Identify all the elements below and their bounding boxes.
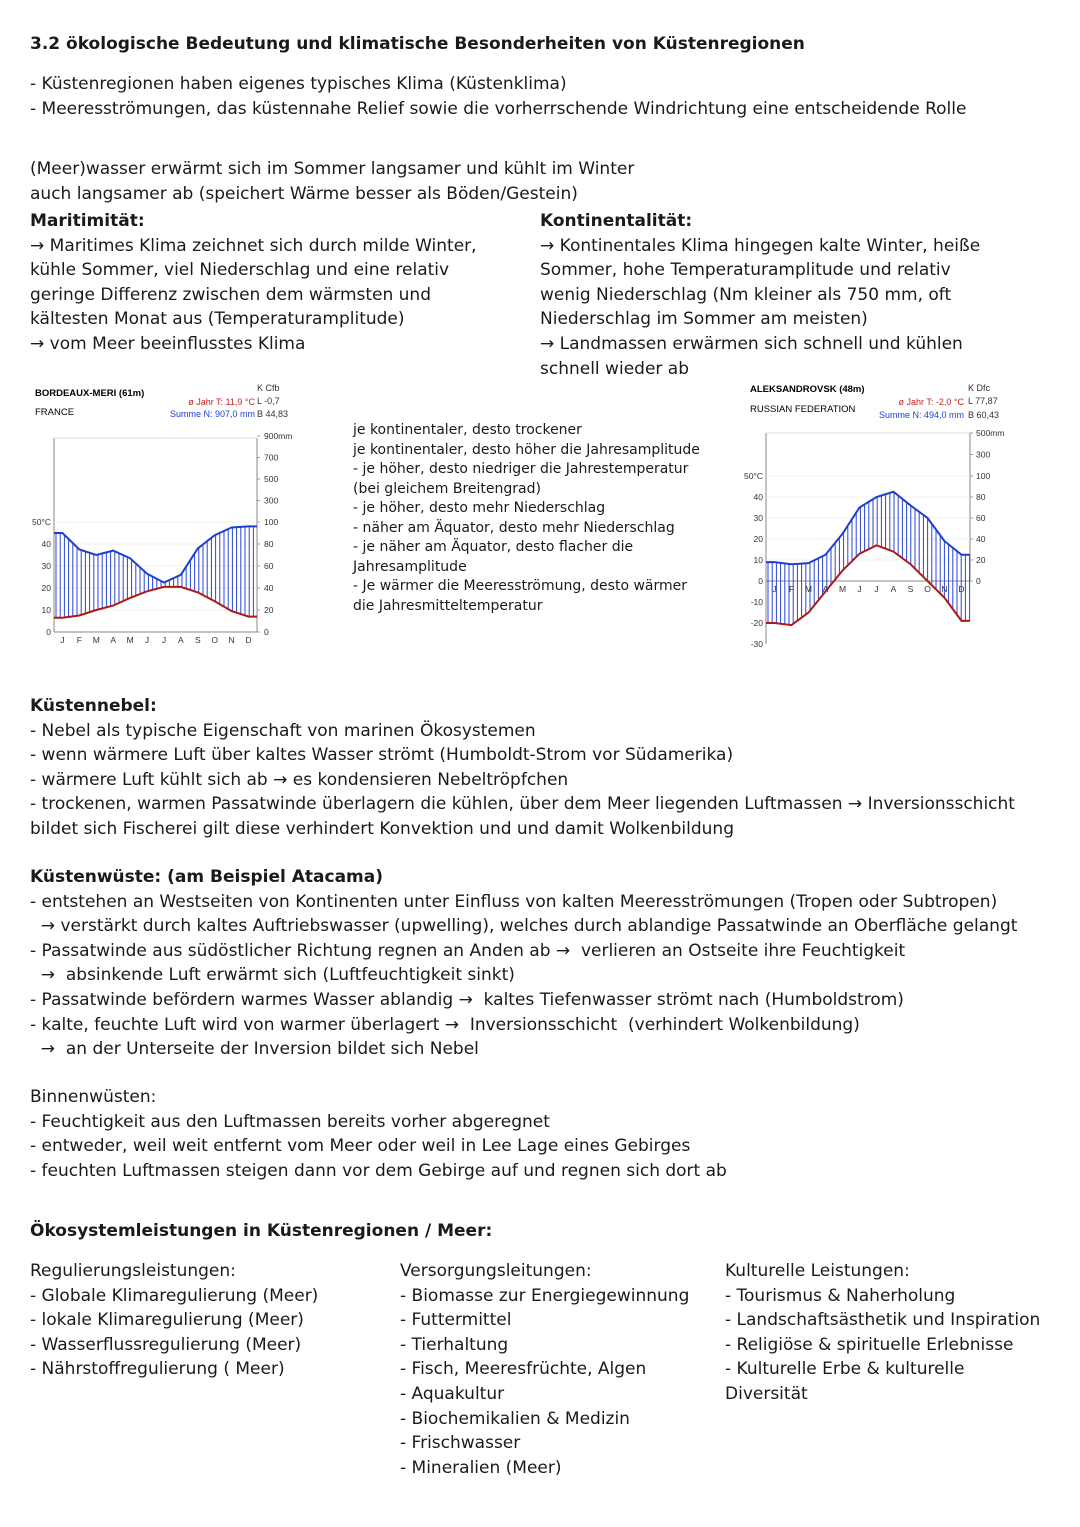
- oeko-item: - Futtermittel: [400, 1310, 512, 1331]
- precip-tick-label: 100: [976, 471, 991, 481]
- middle-note: - je höher, desto mehr Niederschlag: [353, 500, 606, 516]
- kuestennebel-line: - Nebel als typische Eigenschaft von marinen Ökosystemen: [30, 720, 536, 741]
- oeko-item: - Biochemikalien & Medizin: [400, 1408, 630, 1429]
- kuestennebel-line: - wenn wärmere Luft über kaltes Wasser strömt (Humboldt-Strom vor Südamerika): [30, 745, 734, 766]
- temp-tick-label: 30: [753, 513, 763, 523]
- chart-precip-fill: [768, 492, 970, 625]
- chart-station: BORDEAUX-MERI (61m): [35, 388, 145, 399]
- kuestenwueste-section: [30, 865, 1017, 1062]
- precip-tick-label: 500mm: [976, 428, 1005, 438]
- chart-precip-label: Summe N: 907,0 mm: [169, 409, 255, 419]
- month-label: D: [245, 635, 252, 645]
- temp-tick-label: -10: [750, 597, 763, 607]
- oeko-item: - Tierhaltung: [400, 1334, 509, 1355]
- month-label: N: [228, 635, 235, 645]
- oeko-item: - Frischwasser: [400, 1433, 521, 1454]
- oeko-item: - Nährstoffregulierung ( Meer): [30, 1359, 285, 1380]
- precip-tick-label: 20: [976, 555, 986, 565]
- oeko-item: - lokale Klimaregulierung (Meer): [30, 1310, 304, 1331]
- chart-k-class: K Cfb: [257, 383, 280, 393]
- oeko-item: - Globale Klimaregulierung (Meer): [30, 1285, 319, 1306]
- water-note-line: (Meer)wasser erwärmt sich im Sommer langsamer und kühlt im Winter: [30, 159, 635, 179]
- oeko-column-kultur: [725, 1259, 1040, 1407]
- temp-tick-label: 50°C: [32, 517, 51, 527]
- month-label: J: [144, 635, 150, 645]
- maritim-line: → Maritimes Klima zeichnet sich durch milde Winter,: [30, 235, 477, 256]
- chart-station: ALEKSANDROVSK (48m): [750, 384, 865, 395]
- oeko-item: - Fisch, Meeresfrüchte, Algen: [400, 1359, 647, 1380]
- climate-chart-aleksandrovsk: [740, 380, 1030, 652]
- middle-note: je kontinentaler, desto höher die Jahresamplitude: [353, 441, 700, 458]
- month-label: M: [804, 584, 813, 594]
- kontinental-line: Niederschlag im Sommer am meisten): [540, 309, 868, 330]
- temp-tick-label: 0: [46, 627, 51, 637]
- month-label: A: [178, 635, 184, 645]
- oeko-item: - Mineralien (Meer): [400, 1457, 562, 1478]
- temp-tick-label: 20: [41, 583, 51, 593]
- oeko-item: - Biomasse zur Energiegewinnung: [400, 1285, 690, 1306]
- oeko-item: - Religiöse & spirituelle Erlebnisse: [725, 1334, 1014, 1355]
- water-note: [30, 157, 634, 206]
- middle-note: je kontinentaler, desto trockener: [353, 422, 582, 438]
- maritim-section: [30, 209, 477, 357]
- oeko-column-title: Kulturelle Leistungen:: [725, 1261, 910, 1281]
- kuestenwueste-line: - entstehen an Westseiten von Kontinenten unter Einfluss von kalten Meeresströmungen (Tropen oder Subtropen): [30, 891, 998, 912]
- month-label: A: [110, 635, 117, 645]
- precip-tick-label: 60: [264, 561, 274, 571]
- maritim-line: kühle Sommer, viel Niederschlag und eine relativ: [30, 260, 450, 281]
- temp-tick-label: -30: [750, 639, 763, 649]
- oeko-item: - Kulturelle Erbe & kulturelle: [725, 1359, 965, 1380]
- chart-marks: [766, 492, 970, 625]
- temp-tick-label: 0: [758, 576, 763, 586]
- chart-b-value: B 44,83: [257, 409, 289, 419]
- oeko-item: Diversität: [725, 1383, 808, 1404]
- oeko-item: - Wasserflussregulierung (Meer): [30, 1334, 302, 1355]
- chart-l-value: L 77,87: [968, 396, 998, 406]
- month-label: F: [76, 635, 82, 645]
- month-label: S: [907, 584, 914, 594]
- month-label: M: [126, 635, 134, 645]
- temp-tick-label: 20: [753, 534, 763, 544]
- middle-notes: [353, 421, 700, 616]
- month-label: O: [211, 635, 219, 645]
- kuestenwueste-line: - Passatwinde aus südöstlicher Richtung regnen an Anden ab → verlieren an Ostseite ihre Feuchtigkeit: [30, 940, 906, 961]
- middle-note: - je höher, desto niedriger die Jahrestemperatur: [353, 461, 689, 477]
- temp-tick-label: 40: [41, 539, 51, 549]
- chart-b-value: B 60,43: [968, 410, 1000, 420]
- oeko-column-title: Regulierungsleistungen:: [30, 1261, 236, 1281]
- precip-tick-label: 20: [264, 605, 274, 615]
- kuestennebel-title: Küstennebel:: [30, 696, 157, 716]
- oeko-column-regulierung: [30, 1259, 318, 1382]
- kuestenwueste-title: Küstenwüste: (am Beispiel Atacama): [30, 867, 383, 887]
- precip-tick-label: 60: [976, 513, 986, 523]
- binnenwuesten-line: - feuchten Luftmassen steigen dann vor dem Gebirge auf und regnen sich dort ab: [30, 1160, 727, 1181]
- chart-k-class: K Dfc: [968, 383, 991, 393]
- precip-tick-label: 700: [264, 452, 279, 463]
- kontinental-line: → Landmassen erwärmen sich schnell und kühlen: [540, 333, 963, 354]
- middle-note: Jahresamplitude: [353, 558, 467, 575]
- kuestenwueste-line: → an der Unterseite der Inversion bildet sich Nebel: [30, 1039, 479, 1060]
- kontinental-line: Sommer, hohe Temperaturamplitude und relativ: [540, 260, 951, 281]
- temp-tick-label: 30: [41, 561, 51, 571]
- month-label: O: [924, 584, 931, 594]
- month-label: N: [941, 584, 948, 594]
- precip-tick-label: 40: [976, 534, 986, 544]
- precip-tick-label: 0: [976, 576, 981, 586]
- precipitation-line: [766, 492, 970, 564]
- chart-country: FRANCE: [35, 407, 75, 418]
- temp-tick-label: 50°C: [744, 471, 763, 481]
- temperature-line: [766, 545, 970, 625]
- kuestenwueste-line: → absinkende Luft erwärmt sich (Luftfeuchtigkeit sinkt): [30, 965, 515, 986]
- chart-l-value: L -0,7: [257, 396, 280, 406]
- kuestenwueste-line: - Passatwinde befördern warmes Wasser ablandig → kaltes Tiefenwasser strömt nach (Humboldstrom): [30, 989, 904, 1010]
- oeko-column-versorgung: [400, 1259, 689, 1480]
- kuestennebel-line: bildet sich Fischerei gilt diese verhindert Konvektion und und damit Wolkenbildung: [30, 818, 734, 839]
- chart-country: RUSSIAN FEDERATION: [750, 404, 856, 415]
- precip-tick-label: 80: [976, 492, 986, 502]
- kontinental-section: [540, 209, 980, 381]
- precip-tick-label: 100: [264, 517, 279, 527]
- precipitation-line: [54, 526, 257, 582]
- oeko-item: - Landschaftsästhetik und Inspiration: [725, 1310, 1041, 1331]
- kuestennebel-line: - wärmere Luft kühlt sich ab → es kondensieren Nebeltröpfchen: [30, 769, 569, 790]
- month-label: A: [890, 584, 897, 594]
- month-label: S: [194, 635, 201, 645]
- binnenwuesten-line: - entweder, weil weit entfernt vom Meer oder weil in Lee Lage eines Gebirges: [30, 1136, 691, 1157]
- chart-frame: [766, 433, 970, 644]
- chart-temp-label: ø Jahr T: -2,0 °C: [898, 397, 964, 407]
- precip-tick-label: 500: [264, 474, 279, 484]
- kontinental-line: schnell wieder ab: [540, 358, 689, 379]
- middle-note: die Jahresmitteltemperatur: [353, 597, 543, 614]
- maritim-line: kältesten Monat aus (Temperaturamplitude): [30, 309, 405, 330]
- oeko-item: - Aquakultur: [400, 1383, 505, 1404]
- precip-tick-label: 0: [264, 627, 269, 637]
- maritim-line: → vom Meer beeinflusstes Klima: [30, 333, 306, 354]
- month-label: J: [772, 584, 777, 594]
- precip-tick-label: 300: [264, 495, 279, 506]
- month-label: J: [161, 635, 167, 645]
- kuestenwueste-line: - kalte, feuchte Luft wird von warmer überlagert → Inversionsschicht (verhindert Wolkenbildung): [30, 1014, 860, 1035]
- kontinental-line: wenig Niederschlag (Nm kleiner als 750 mm, oft: [540, 284, 952, 305]
- temp-tick-label: -20: [750, 618, 763, 628]
- chart-precip-fill: [56, 526, 253, 617]
- month-label: A: [822, 584, 829, 594]
- maritim-line: geringe Differenz zwischen dem wärmsten und: [30, 284, 432, 305]
- month-label: J: [874, 584, 879, 594]
- precip-tick-label: 40: [264, 583, 274, 593]
- month-label: M: [838, 584, 847, 594]
- temp-tick-label: 10: [753, 555, 763, 565]
- precip-tick-label: 900mm: [264, 431, 293, 441]
- binnenwuesten-line: - Feuchtigkeit aus den Luftmassen bereits vorher abgeregnet: [30, 1111, 550, 1132]
- kuestenwueste-line: → verstärkt durch kaltes Auftriebswasser (upwelling), welches durch ablandige Passatwinde an Oberfläche gelangt: [30, 916, 1018, 937]
- temp-tick-label: 40: [753, 492, 763, 502]
- intro-line: - Meeresströmungen, das küstennahe Relief sowie die vorherrschende Windrichtung eine entscheidende Rolle: [30, 98, 967, 119]
- middle-note: - je näher am Äquator, desto flacher die: [353, 539, 634, 555]
- month-label: J: [857, 584, 862, 594]
- temperature-line: [54, 587, 257, 618]
- oeko-column-title: Versorgungsleitungen:: [400, 1261, 592, 1281]
- water-note-line: auch langsamer ab (speichert Wärme besser als Böden/Gestein): [30, 183, 578, 204]
- month-label: D: [958, 584, 965, 594]
- middle-note: - Je wärmer die Meeresströmung, desto wärmer: [353, 578, 688, 594]
- kontinental-line: → Kontinentales Klima hingegen kalte Winter, heiße: [540, 235, 981, 256]
- intro-line: - Küstenregionen haben eigenes typisches Klima (Küstenklima): [30, 74, 567, 94]
- chart-precip-label: Summe N: 494,0 mm: [878, 410, 964, 420]
- temp-tick-label: 10: [41, 605, 51, 615]
- month-label: J: [60, 635, 65, 645]
- chart-frame: [54, 438, 257, 632]
- month-label: M: [92, 635, 100, 645]
- oeko-item: - Tourismus & Naherholung: [725, 1285, 956, 1306]
- kuestennebel-line: - trockenen, warmen Passatwinde überlagern die kühlen, über dem Meer liegenden Luftmassen → Inversionsschicht: [30, 794, 1015, 815]
- binnenwuesten-section: [30, 1085, 727, 1183]
- intro-list: [30, 72, 966, 121]
- middle-note: (bei gleichem Breitengrad): [353, 480, 541, 497]
- maritim-title: Maritimität:: [30, 211, 145, 231]
- month-label: F: [788, 584, 795, 594]
- binnenwuesten-title: Binnenwüsten:: [30, 1087, 157, 1107]
- kontinental-title: Kontinentalität:: [540, 211, 693, 231]
- climate-chart-bordeaux: [28, 380, 308, 652]
- chart-temp-label: ø Jahr T: 11,9 °C: [188, 397, 255, 407]
- page-title: 3.2 ökologische Bedeutung und klimatische Besonderheiten von Küstenregionen: [30, 34, 805, 54]
- precip-tick-label: 300: [976, 449, 991, 460]
- precip-tick-label: 80: [264, 539, 274, 549]
- middle-note: - näher am Äquator, desto mehr Niederschlag: [353, 519, 675, 536]
- kuestennebel-section: [30, 694, 1015, 842]
- oeko-title: Ökosystemleistungen in Küstenregionen / Meer:: [30, 1221, 493, 1241]
- chart-marks: [54, 526, 257, 617]
